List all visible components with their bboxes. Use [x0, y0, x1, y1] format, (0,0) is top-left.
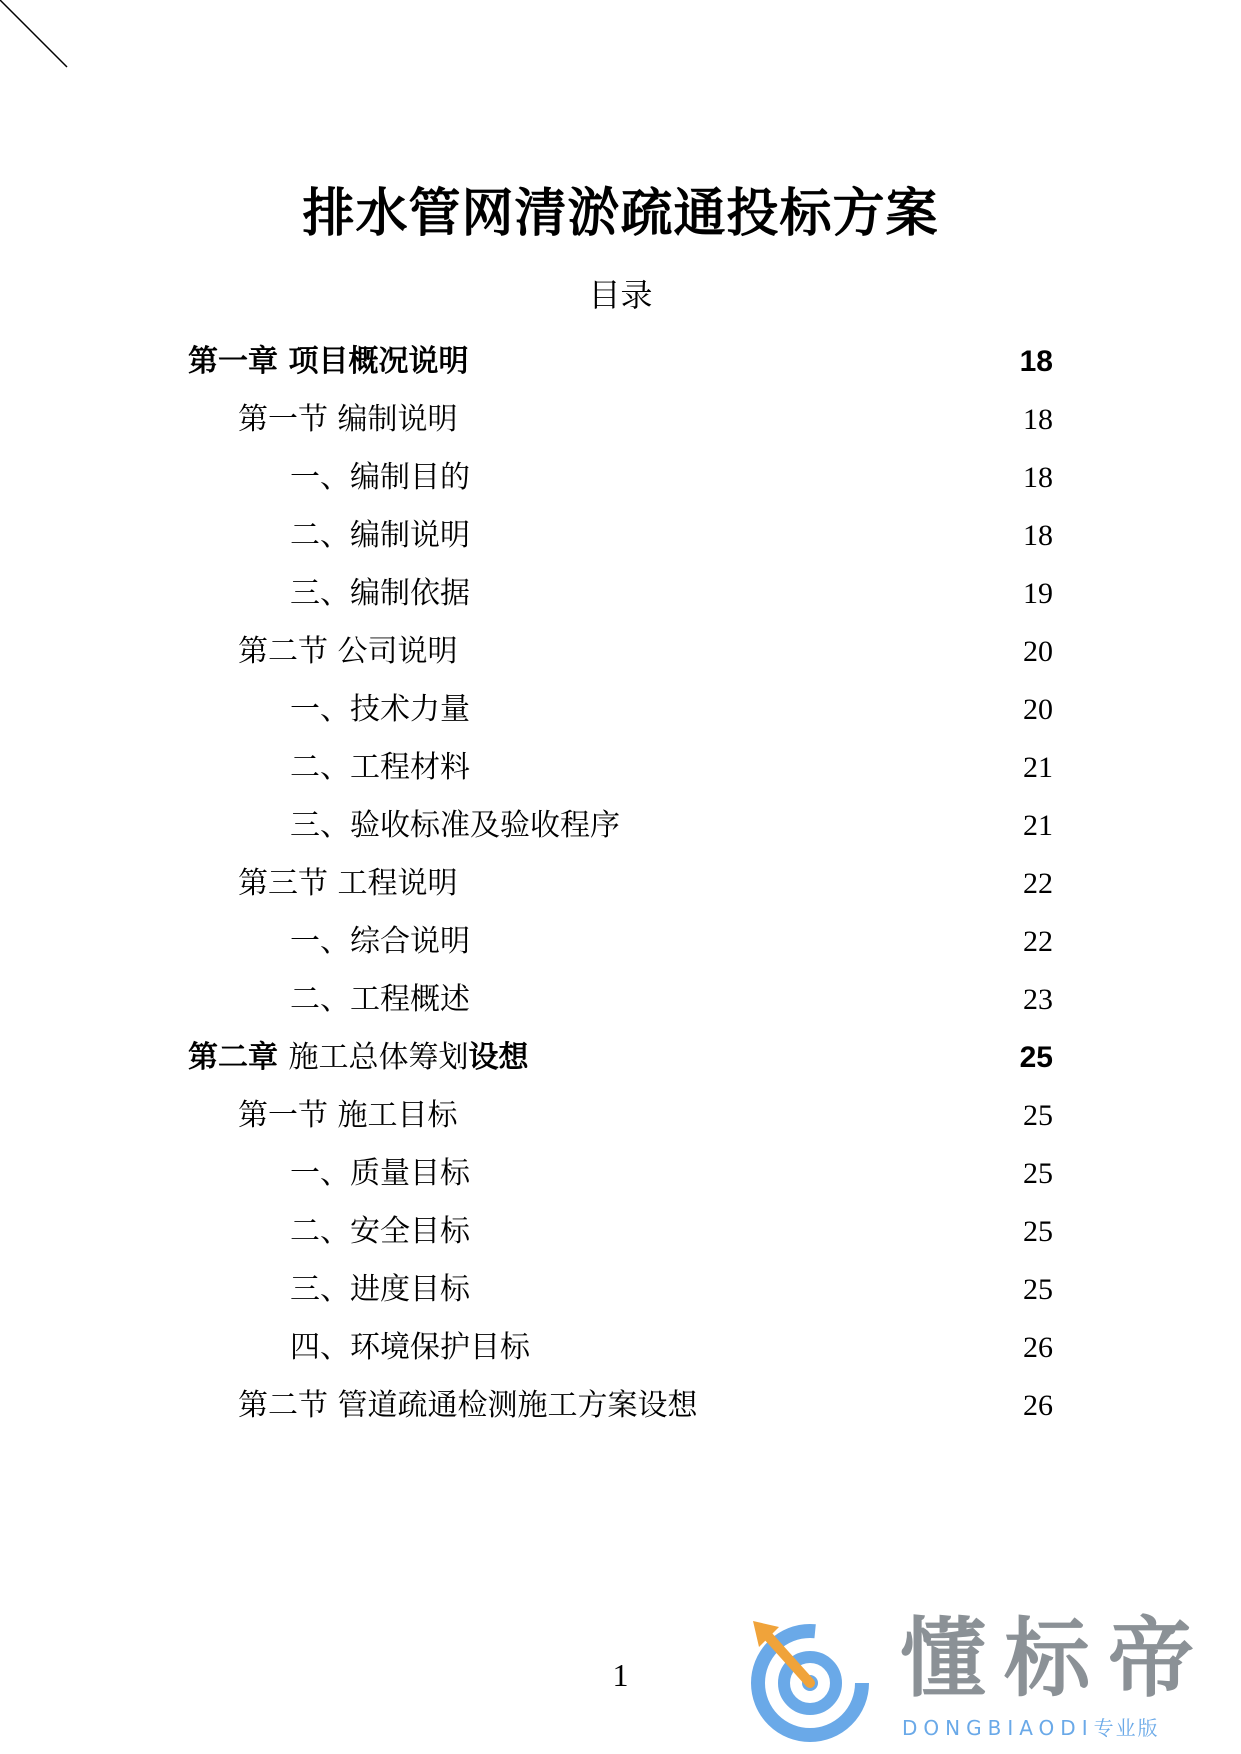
- toc-entry-label: 一、技术力量: [290, 692, 470, 727]
- toc-entry-page: 18: [1023, 519, 1053, 552]
- toc-entry-label: 二、编制说明: [290, 518, 470, 553]
- toc-heading: 目录: [588, 276, 653, 314]
- toc-entry-label: 第二节 管道疏通检测施工方案设想: [238, 1388, 698, 1423]
- toc-entry-page: 21: [1023, 809, 1053, 842]
- watermark-pinyin: DONGBIAODI: [902, 1716, 1094, 1740]
- page-number: 1: [612, 1657, 629, 1693]
- corner-crop-mark: [0, 0, 80, 80]
- toc-entry-label: 第一节 施工目标: [238, 1098, 458, 1133]
- toc-entry-label: 第一节 编制说明: [238, 402, 458, 437]
- toc-label-bold-part: 设想: [468, 1040, 529, 1075]
- toc-entry-page: 18: [1023, 461, 1053, 494]
- toc-entry-subsection[interactable]: [290, 1150, 1053, 1198]
- toc-entry-page: 25: [1023, 1099, 1053, 1132]
- toc-entry-section[interactable]: [238, 396, 1053, 444]
- toc-entry-subsection[interactable]: [290, 802, 1053, 850]
- watermark-edition: 专业版: [1093, 1716, 1160, 1740]
- toc-entry-subsection[interactable]: [290, 512, 1053, 560]
- toc-entry-section[interactable]: [238, 1382, 1053, 1430]
- target-arrow-icon: [745, 1613, 875, 1743]
- toc-entry-section[interactable]: [238, 628, 1053, 676]
- document-title: 排水管网清淤疏通投标方案: [302, 184, 939, 244]
- toc-entry-label: 四、环境保护目标: [290, 1330, 530, 1365]
- toc-entry-page: 20: [1023, 693, 1053, 726]
- toc-entry-page: 21: [1023, 751, 1053, 784]
- toc-entry-label: 三、编制依据: [290, 576, 470, 611]
- toc-entry-section[interactable]: [238, 860, 1053, 908]
- toc-entry-chapter-1[interactable]: [188, 338, 1053, 386]
- toc-entry-subsection[interactable]: [290, 454, 1053, 502]
- toc-entry-page: 19: [1023, 577, 1053, 610]
- toc-entry-page: 25: [1019, 1041, 1053, 1074]
- toc-label-normal-part: 施工总体筹划: [288, 1040, 469, 1075]
- toc-entry-page: 20: [1023, 635, 1053, 668]
- toc-entry-page: 18: [1023, 403, 1053, 436]
- toc-entry-subsection[interactable]: [290, 1266, 1053, 1314]
- toc-entry-page: 22: [1023, 867, 1053, 900]
- toc-entry-subsection[interactable]: [290, 976, 1053, 1024]
- toc-entry-subsection[interactable]: [290, 1208, 1053, 1256]
- toc-entry-page: 22: [1023, 925, 1053, 958]
- toc-label-bold-part: 第二章: [188, 1040, 289, 1075]
- toc-entry-page: 25: [1023, 1273, 1053, 1306]
- toc-entry-page: 23: [1023, 983, 1053, 1016]
- toc-entry-label: 三、验收标准及验收程序: [290, 808, 620, 843]
- toc-entry-subsection[interactable]: [290, 570, 1053, 618]
- toc-entry-page: 25: [1023, 1215, 1053, 1248]
- toc-entry-chapter-2[interactable]: [188, 1034, 1053, 1082]
- watermark-subtitle: [902, 1715, 1160, 1741]
- toc-entry-subsection[interactable]: [290, 744, 1053, 792]
- toc-entry-page: 26: [1023, 1389, 1053, 1422]
- toc-entry-label: 二、工程概述: [290, 982, 470, 1017]
- toc-entry-subsection[interactable]: [290, 1324, 1053, 1372]
- toc-entry-subsection[interactable]: [290, 686, 1053, 734]
- toc-entry-page: 18: [1019, 345, 1053, 378]
- toc-entry-label: 第一章 项目概况说明: [188, 344, 469, 379]
- toc-entry-page: 26: [1023, 1331, 1053, 1364]
- toc-entry-label: 二、工程材料: [290, 750, 470, 785]
- toc-entry-label: 一、质量目标: [290, 1156, 470, 1191]
- watermark: [735, 1605, 1235, 1750]
- toc-entry-label: [188, 1034, 528, 1082]
- toc-entry-section[interactable]: [238, 1092, 1053, 1140]
- toc-entry-page: 25: [1023, 1157, 1053, 1190]
- toc-entry-label: 一、编制目的: [290, 460, 470, 495]
- watermark-brand-name: 懂标帝: [900, 1609, 1212, 1709]
- toc-entry-subsection[interactable]: [290, 918, 1053, 966]
- toc-entry-label: 三、进度目标: [290, 1272, 470, 1307]
- toc-entry-label: 第三节 工程说明: [238, 866, 458, 901]
- toc-entry-label: 第二节 公司说明: [238, 634, 458, 669]
- toc-entry-label: 一、综合说明: [290, 924, 470, 959]
- toc-entry-label: 二、安全目标: [290, 1214, 470, 1249]
